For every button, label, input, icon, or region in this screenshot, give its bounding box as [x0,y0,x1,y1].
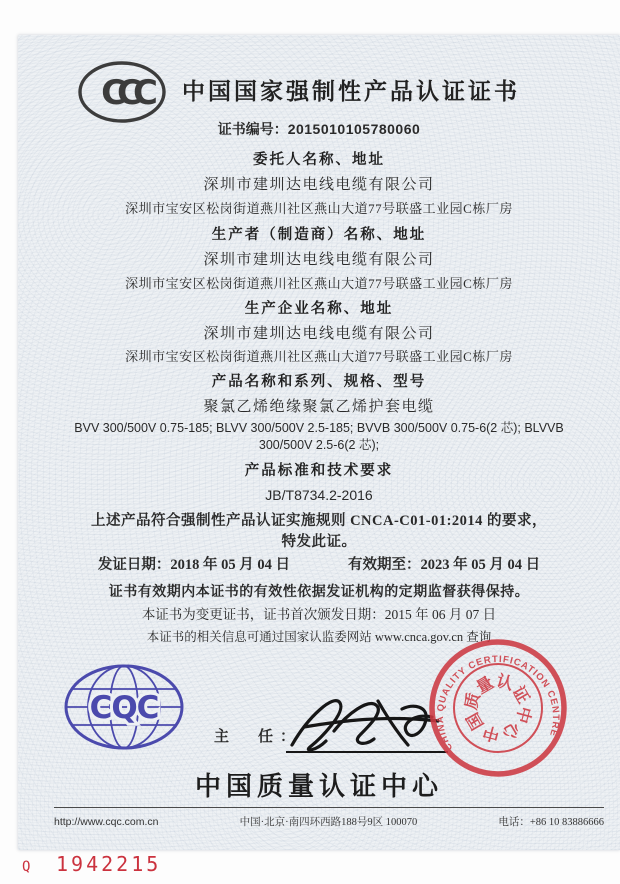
cqc-logo-text: CQC [89,690,159,726]
statement-line2: 特发此证。 [281,534,357,550]
producer-address: 深圳市宝安区松岗街道燕川社区燕山大道77号联盛工业园C栋厂房 [125,276,513,291]
applicant-name: 深圳市建圳达电线电缆有限公司 [203,177,435,193]
stamp-cn-char-5: 认 [494,671,516,694]
serial-prefix: Q [22,859,31,875]
producer-name: 深圳市建圳达电线电缆有限公司 [203,252,435,268]
expiry-date [348,557,540,574]
issue-date [98,557,290,574]
stamp-cn-char-1: 中 [480,722,502,745]
ccc-logo-text: CCC [101,73,149,113]
footer-address: 中国·北京·南四环西路188号9区 100070 [239,817,418,828]
official-red-stamp [423,633,573,783]
product-name: 聚氯乙烯绝缘聚氯乙烯护套电缆 [203,399,435,415]
expiry-date-value: 2023 年 05 月 04 日 [420,557,541,573]
stamp-english-text: CHINA QUALITY CERTIFICATION CENTRE [434,653,562,753]
footer [54,814,604,829]
org-name: 中国质量认证中心 [194,772,443,801]
certificate-number-label: 证书编号： [217,123,288,138]
stamp-cn-char-2: 国 [462,709,488,734]
director-label: 主 任： [214,729,303,745]
producer-heading: 生产者（制造商）名称、地址 [211,227,427,243]
validity-note: 证书有效期内本证书的有效性依据发证机构的定期监督获得保持。 [108,585,530,600]
footer-divider [54,807,604,808]
certificate-paper [18,35,620,850]
factory-name: 深圳市建圳达电线电缆有限公司 [203,326,435,342]
certificate-number-line [18,121,620,139]
stamp-cn-char-6: 证 [508,682,534,707]
applicant-address: 深圳市宝安区松岗街道燕川社区燕山大道77号联盛工业园C栋厂房 [125,201,513,216]
standard-value: JB/T8734.2-2016 [265,487,373,503]
stamp-cn-char-4: 量 [472,672,497,698]
applicant-heading: 委托人名称、地址 [253,152,385,168]
product-heading: 产品名称和系列、规格、型号 [211,374,427,390]
issue-date-label: 发证日期： [97,557,171,573]
issue-date-value: 2018 年 05 月 04 日 [170,557,290,573]
statement-line1: 上述产品符合强制性产品认证实施规则 CNCA-C01-01:2014 的要求， [90,513,548,529]
factory-heading: 生产企业名称、地址 [244,301,394,317]
serial-number: 1942215 [56,852,162,876]
factory-address: 深圳市宝安区松岗街道燕川社区燕山大道77号联盛工业园C栋厂房 [125,349,513,364]
footer-phone: 电话：+86 10 83886666 [498,817,604,828]
standard-heading: 产品标准和技术要求 [244,463,394,479]
stamp-cn-char-7: 中 [512,704,535,726]
dates-line [18,557,620,574]
product-models-line2: 300/500V 2.5-6(2 芯); [258,438,380,452]
info-note: 本证书的相关信息可通过国家认监委网站 www.cnca.gov.cn 查询 [146,630,492,644]
expiry-date-label: 有效期至： [348,557,421,573]
footer-website: http://www.cqc.com.cn [54,816,159,828]
certificate-title: 中国国家强制性产品认证证书 [182,79,520,104]
certificate-number-value: 2015010105780060 [287,121,421,137]
stamp-cn-char-8: 心 [499,718,524,744]
change-note: 本证书为变更证书，证书首次颁发日期：2015 年 06 月 07 日 [141,607,497,622]
stamp-cn-char-3: 质 [461,690,484,712]
cqc-logo-icon [62,662,186,752]
product-models-line1: BVV 300/500V 0.75-185; BLVV 300/500V 2.5-185; BVVB 300/500V 0.75-6(2 芯); BLVVB [74,421,564,435]
